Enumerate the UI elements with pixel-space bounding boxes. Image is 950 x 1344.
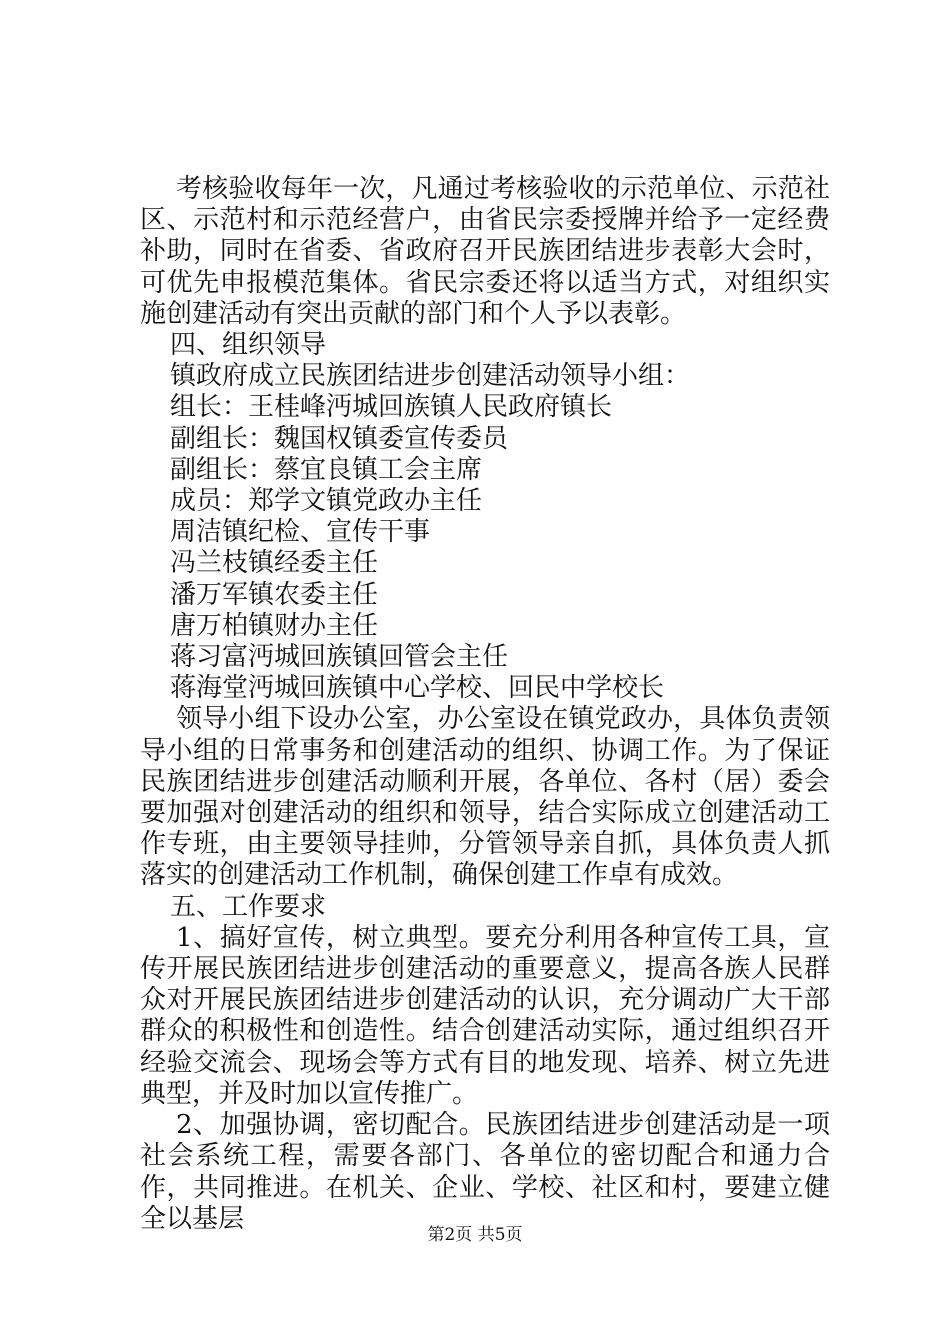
member-line: 副组长：魏国权镇委宣传委员 [170,423,509,454]
section-heading: 五、工作要求 [170,891,327,922]
paragraph: 1、搞好宣传，树立典型。要充分利用各种宣传工具，宣传开展民族团结进步创建活动的重要意义，提高各族人民群众对开展民族团结进步创建活动的认识，充分调动广大干部群众的积极性和创造性。结合创建活动实际，通过组织召开经验交流会、现场会等方式有目的地发现、培养、树立先进典型，并及时加以宣传推广。 [140,922,830,1109]
paragraph: 镇政府成立民族团结进步创建活动领导小组： [170,361,691,392]
member-line: 唐万柏镇财办主任 [170,610,379,641]
member-line: 成员：郑学文镇党政办主任 [170,486,483,517]
page-number: 第2页 共5页 [427,1225,523,1245]
member-line: 副组长：蔡宜良镇工会主席 [170,454,483,485]
section-heading: 四、组织领导 [170,330,327,361]
document-body [140,174,830,1235]
member-line: 冯兰枝镇经委主任 [170,548,379,579]
member-line: 组长：王桂峰沔城回族镇人民政府镇长 [170,392,613,423]
page-footer [0,1220,950,1245]
member-line: 周洁镇纪检、宣传干事 [170,517,431,548]
member-line: 蒋海堂沔城回族镇中心学校、回民中学校长 [170,673,665,704]
paragraph: 2、加强协调，密切配合。民族团结进步创建活动是一项社会系统工程，需要各部门、各单位的密切配合和通力合作，共同推进。在机关、企业、学校、社区和村，要建立健全以基层 [140,1110,830,1234]
paragraph: 考核验收每年一次，凡通过考核验收的示范单位、示范社区、示范村和示范经营户，由省民宗委授牌并给予一定经费补助，同时在省委、省政府召开民族团结进步表彰大会时，可优先申报模范集体。省民宗委还将以适当方式，对组织实施创建活动有突出贡献的部门和个人予以表彰。 [140,174,830,329]
member-line: 蒋习富沔城回族镇回管会主任 [170,642,509,673]
member-line: 潘万军镇农委主任 [170,579,379,610]
paragraph: 领导小组下设办公室，办公室设在镇党政办，具体负责领导小组的日常事务和创建活动的组织、协调工作。为了保证民族团结进步创建活动顺利开展，各单位、各村（居）委会要加强对创建活动的组织和领导，结合实际成立创建活动工作专班，由主要领导挂帅，分管领导亲自抓，具体负责人抓落实的创建活动工作机制，确保创建工作卓有成效。 [140,704,830,891]
